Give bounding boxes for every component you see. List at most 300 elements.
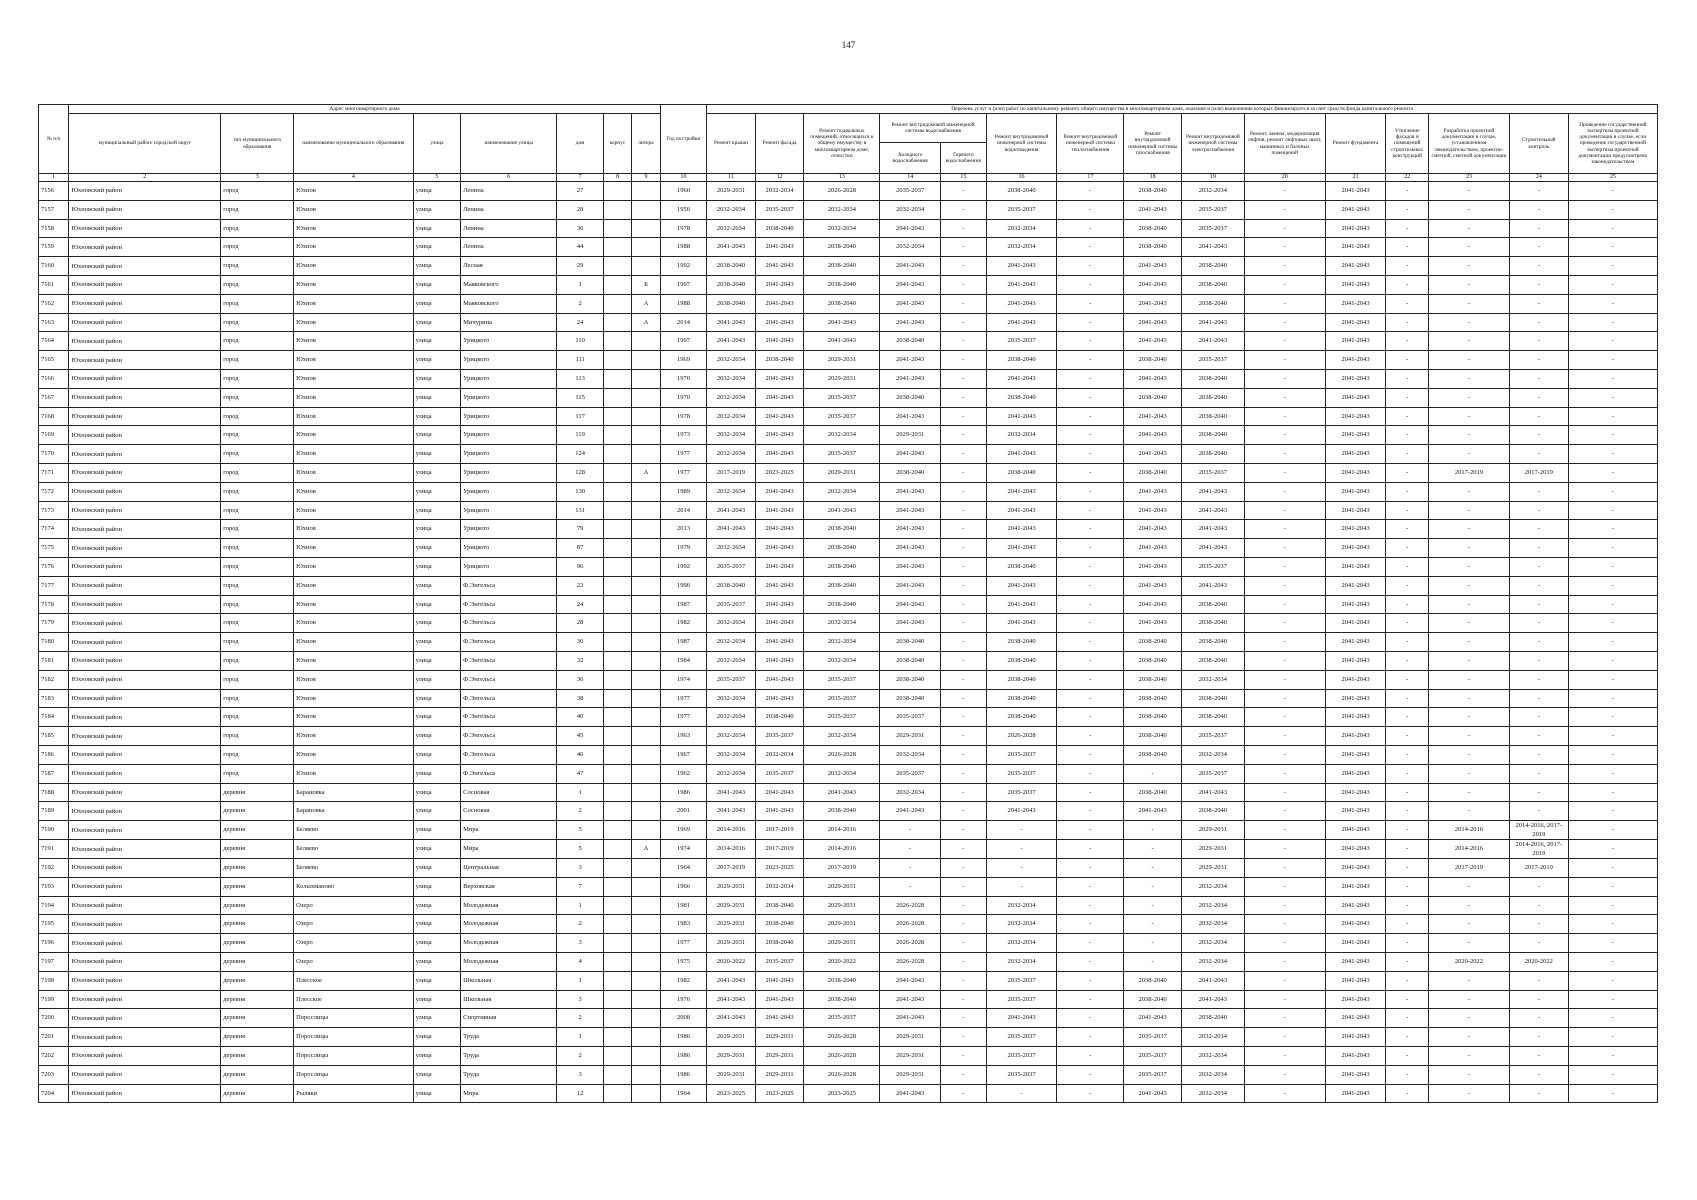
table-cell: Юхновский район bbox=[69, 670, 221, 689]
table-cell: деревня bbox=[221, 1047, 294, 1066]
table-cell: улица bbox=[413, 520, 461, 539]
table-cell: улица bbox=[413, 1009, 461, 1028]
table-cell: 2023-2025 bbox=[755, 859, 804, 878]
table-cell: 2029-2031 bbox=[707, 1047, 756, 1066]
table-cell: 2014-2016 bbox=[1428, 821, 1509, 840]
table-cell: 7200 bbox=[39, 1009, 69, 1028]
col-mo-name: наименование муниципального образования bbox=[294, 114, 413, 174]
table-cell: - bbox=[941, 501, 987, 520]
table-row bbox=[39, 614, 1658, 633]
table-cell: улица bbox=[413, 670, 461, 689]
table-cell: - bbox=[1244, 1028, 1325, 1047]
table-cell: 2032-2034 bbox=[880, 783, 941, 802]
table-cell: Урицкого bbox=[461, 539, 557, 558]
table-cell: 2038-2040 bbox=[986, 182, 1057, 201]
table-cell: 2041-2043 bbox=[1124, 313, 1182, 332]
table-cell: 1982 bbox=[660, 971, 707, 990]
table-cell: 2 bbox=[557, 802, 604, 821]
table-cell: 2038-2040 bbox=[755, 351, 804, 370]
table-cell: 2041-2043 bbox=[1181, 501, 1244, 520]
table-cell: улица bbox=[413, 200, 461, 219]
table-cell: город bbox=[221, 764, 294, 783]
table-cell: - bbox=[1386, 332, 1429, 351]
table-cell: - bbox=[1568, 501, 1657, 520]
table-cell: 2038-2040 bbox=[986, 557, 1057, 576]
table-cell: - bbox=[1244, 407, 1325, 426]
table-cell: Юхновский район bbox=[69, 802, 221, 821]
table-cell: 1997 bbox=[660, 275, 707, 294]
table-cell bbox=[603, 727, 631, 746]
table-cell: - bbox=[1057, 821, 1124, 840]
table-cell: 7158 bbox=[39, 219, 69, 238]
table-cell: Школьная bbox=[461, 971, 557, 990]
table-cell: 2035-2037 bbox=[755, 764, 804, 783]
table-cell: - bbox=[1568, 745, 1657, 764]
table-cell: улица bbox=[413, 313, 461, 332]
column-number: 14 bbox=[880, 174, 941, 182]
table-cell: - bbox=[1509, 388, 1568, 407]
table-cell: 7168 bbox=[39, 407, 69, 426]
table-cell: Юхновский район bbox=[69, 426, 221, 445]
table-cell: - bbox=[1124, 934, 1182, 953]
table-cell: - bbox=[1057, 520, 1124, 539]
table-cell: 2038-2040 bbox=[986, 388, 1057, 407]
table-cell: - bbox=[941, 802, 987, 821]
table-cell: 2038-2040 bbox=[804, 595, 880, 614]
table-cell bbox=[632, 595, 660, 614]
table-cell: улица bbox=[413, 764, 461, 783]
table-cell: Юхновский район bbox=[69, 539, 221, 558]
table-cell: - bbox=[1509, 294, 1568, 313]
table-cell: 7 bbox=[557, 877, 604, 896]
table-cell bbox=[603, 1028, 631, 1047]
table-cell: 2041-2043 bbox=[986, 482, 1057, 501]
table-cell: 2038-2040 bbox=[1124, 708, 1182, 727]
table-cell: Мира bbox=[461, 821, 557, 840]
table-cell: 2038-2040 bbox=[986, 633, 1057, 652]
table-cell: - bbox=[941, 727, 987, 746]
table-cell: город bbox=[221, 182, 294, 201]
table-cell: 2041-2043 bbox=[1325, 745, 1386, 764]
table-cell: 2041-2043 bbox=[1181, 238, 1244, 257]
water-group-header: Ремонт внутридомовой инженерной системы водоснабжения bbox=[880, 114, 986, 143]
table-cell: Озеро bbox=[294, 953, 413, 972]
table-cell: улица bbox=[413, 426, 461, 445]
table-cell: 2038-2040 bbox=[1181, 257, 1244, 276]
table-cell: 2038-2040 bbox=[1181, 802, 1244, 821]
table-cell bbox=[603, 840, 631, 859]
table-cell: - bbox=[941, 595, 987, 614]
table-cell: 2038-2040 bbox=[1124, 990, 1182, 1009]
table-cell: - bbox=[1244, 1047, 1325, 1066]
table-cell bbox=[632, 990, 660, 1009]
table-cell bbox=[632, 802, 660, 821]
table-cell: 7197 bbox=[39, 953, 69, 972]
table-cell bbox=[632, 651, 660, 670]
table-cell: - bbox=[1428, 313, 1509, 332]
table-cell: 2041-2043 bbox=[755, 482, 804, 501]
table-cell bbox=[603, 633, 631, 652]
table-cell: 2029-2031 bbox=[755, 1028, 804, 1047]
table-cell bbox=[603, 351, 631, 370]
table-cell: 2029-2031 bbox=[707, 1028, 756, 1047]
column-number: 12 bbox=[755, 174, 804, 182]
table-cell: Юхнов bbox=[294, 219, 413, 238]
table-cell: Юхнов bbox=[294, 294, 413, 313]
table-cell: Юхновский район bbox=[69, 1065, 221, 1084]
table-cell: - bbox=[1057, 388, 1124, 407]
table-cell: - bbox=[1568, 802, 1657, 821]
table-cell: Труда bbox=[461, 1065, 557, 1084]
table-cell: - bbox=[1057, 915, 1124, 934]
table-cell: 7189 bbox=[39, 802, 69, 821]
table-cell: 7183 bbox=[39, 689, 69, 708]
table-cell: Юхнов bbox=[294, 557, 413, 576]
table-cell: 7190 bbox=[39, 821, 69, 840]
table-cell bbox=[603, 463, 631, 482]
table-cell: Юхнов bbox=[294, 238, 413, 257]
table-cell: 2032-2034 bbox=[707, 369, 756, 388]
table-cell: город bbox=[221, 313, 294, 332]
table-cell: - bbox=[941, 576, 987, 595]
table-cell: - bbox=[1386, 1084, 1429, 1103]
table-cell: - bbox=[1244, 445, 1325, 464]
table-cell: Юхновский район bbox=[69, 182, 221, 201]
table-cell bbox=[632, 745, 660, 764]
table-cell: 2038-2040 bbox=[1181, 275, 1244, 294]
table-cell: 2038-2040 bbox=[707, 275, 756, 294]
col-district: муниципальный район/ городской округ bbox=[69, 114, 221, 174]
table-row bbox=[39, 520, 1658, 539]
table-cell: Урицкого bbox=[461, 369, 557, 388]
table-cell: 2041-2043 bbox=[755, 576, 804, 595]
table-cell: 2041-2043 bbox=[986, 369, 1057, 388]
table-cell: 2029-2031 bbox=[804, 896, 880, 915]
table-cell: 2041-2043 bbox=[1325, 953, 1386, 972]
table-cell: 2041-2043 bbox=[1124, 369, 1182, 388]
table-cell: - bbox=[1568, 257, 1657, 276]
table-cell: 2041-2043 bbox=[1325, 708, 1386, 727]
table-cell: Юхнов bbox=[294, 445, 413, 464]
table-cell: город bbox=[221, 708, 294, 727]
table-cell: - bbox=[1428, 896, 1509, 915]
table-cell: - bbox=[1428, 1009, 1509, 1028]
table-cell: улица bbox=[413, 821, 461, 840]
table-cell: 2041-2043 bbox=[1124, 501, 1182, 520]
table-cell: - bbox=[1568, 482, 1657, 501]
table-cell: Юхновский район bbox=[69, 351, 221, 370]
table-cell: 1982 bbox=[660, 614, 707, 633]
table-cell: - bbox=[1244, 520, 1325, 539]
table-cell: Юхновский район bbox=[69, 275, 221, 294]
table-cell: - bbox=[1057, 614, 1124, 633]
table-cell: - bbox=[1509, 407, 1568, 426]
table-cell: - bbox=[1386, 351, 1429, 370]
table-cell: 2041-2043 bbox=[755, 257, 804, 276]
table-cell: 2041-2043 bbox=[1325, 1047, 1386, 1066]
table-cell: 2032-2034 bbox=[707, 727, 756, 746]
table-cell: 2035-2037 bbox=[707, 595, 756, 614]
table-cell: - bbox=[1509, 745, 1568, 764]
table-cell: - bbox=[941, 633, 987, 652]
table-cell bbox=[603, 915, 631, 934]
table-row bbox=[39, 971, 1658, 990]
table-cell bbox=[632, 388, 660, 407]
table-cell: 2041-2043 bbox=[1181, 539, 1244, 558]
table-cell bbox=[603, 971, 631, 990]
table-cell: 36 bbox=[557, 670, 604, 689]
table-cell: деревня bbox=[221, 1009, 294, 1028]
table-cell: 2032-2034 bbox=[707, 445, 756, 464]
table-cell: - bbox=[1568, 557, 1657, 576]
table-cell: 2038-2040 bbox=[804, 275, 880, 294]
table-cell: - bbox=[1509, 727, 1568, 746]
table-cell: 1969 bbox=[660, 821, 707, 840]
table-cell: 2041-2043 bbox=[986, 294, 1057, 313]
table-row bbox=[39, 1009, 1658, 1028]
table-cell: 2035-2037 bbox=[880, 182, 941, 201]
col-street-name: наименование улицы bbox=[461, 114, 557, 174]
table-cell: Юхновский район bbox=[69, 764, 221, 783]
table-cell bbox=[603, 294, 631, 313]
table-cell: 2038-2040 bbox=[1181, 369, 1244, 388]
table-cell: - bbox=[941, 1065, 987, 1084]
table-cell: - bbox=[1386, 934, 1429, 953]
table-cell: 7185 bbox=[39, 727, 69, 746]
table-cell: - bbox=[1568, 971, 1657, 990]
table-cell: 2041-2043 bbox=[755, 595, 804, 614]
table-cell: Юхновский район bbox=[69, 1028, 221, 1047]
table-cell: 79 bbox=[557, 520, 604, 539]
table-cell: Юхнов bbox=[294, 407, 413, 426]
table-row bbox=[39, 182, 1658, 201]
table-cell bbox=[632, 708, 660, 727]
table-cell: - bbox=[1386, 1047, 1429, 1066]
table-cell: - bbox=[1509, 182, 1568, 201]
table-cell: 7182 bbox=[39, 670, 69, 689]
table-cell: 2038-2040 bbox=[1124, 633, 1182, 652]
table-cell: улица bbox=[413, 651, 461, 670]
table-cell: Юхновский район bbox=[69, 1047, 221, 1066]
table-row bbox=[39, 294, 1658, 313]
table-cell: 2035-2037 bbox=[1124, 1028, 1182, 1047]
table-cell: 2041-2043 bbox=[1325, 294, 1386, 313]
table-cell: 2041-2043 bbox=[1181, 520, 1244, 539]
col-expertise: Проведение государственной экспертизы проектной документации в случае, если проведение государственной экспертизы проектной документации предусмотрено законодательством bbox=[1568, 114, 1657, 174]
table-cell: 2041-2043 bbox=[880, 1084, 941, 1103]
table-row bbox=[39, 651, 1658, 670]
table-cell: Сосновая bbox=[461, 802, 557, 821]
table-cell: - bbox=[1244, 934, 1325, 953]
table-cell: - bbox=[1568, 877, 1657, 896]
table-cell: 2038-2040 bbox=[1124, 388, 1182, 407]
table-cell: 7203 bbox=[39, 1065, 69, 1084]
table-cell bbox=[603, 539, 631, 558]
table-cell: 2038-2040 bbox=[880, 651, 941, 670]
table-cell: 2023-2025 bbox=[804, 1084, 880, 1103]
table-cell: 2041-2043 bbox=[1325, 539, 1386, 558]
table-cell: 7179 bbox=[39, 614, 69, 633]
table-cell: - bbox=[1386, 745, 1429, 764]
table-cell: улица bbox=[413, 745, 461, 764]
table-cell: - bbox=[1568, 369, 1657, 388]
table-cell: деревня bbox=[221, 990, 294, 1009]
table-cell: 2038-2040 bbox=[880, 689, 941, 708]
table-row bbox=[39, 1028, 1658, 1047]
table-cell: - bbox=[1244, 388, 1325, 407]
table-cell: 2041-2043 bbox=[1325, 877, 1386, 896]
table-cell: - bbox=[1428, 1084, 1509, 1103]
table-cell bbox=[603, 595, 631, 614]
table-cell: 2038-2040 bbox=[1181, 689, 1244, 708]
table-cell: улица bbox=[413, 501, 461, 520]
table-cell: 28 bbox=[557, 200, 604, 219]
table-cell: 28 bbox=[557, 614, 604, 633]
table-cell: - bbox=[941, 689, 987, 708]
table-cell: деревня bbox=[221, 783, 294, 802]
table-cell: - bbox=[1244, 595, 1325, 614]
table-cell: 2041-2043 bbox=[755, 445, 804, 464]
table-cell: - bbox=[941, 445, 987, 464]
table-cell: 2038-2040 bbox=[1124, 238, 1182, 257]
table-cell: город bbox=[221, 539, 294, 558]
table-cell: 7160 bbox=[39, 257, 69, 276]
table-cell: - bbox=[986, 840, 1057, 859]
table-cell: 130 bbox=[557, 482, 604, 501]
table-cell: - bbox=[1057, 764, 1124, 783]
table-cell: - bbox=[941, 1009, 987, 1028]
table-cell: - bbox=[941, 840, 987, 859]
table-cell: улица bbox=[413, 1028, 461, 1047]
table-cell: 2038-2040 bbox=[1124, 783, 1182, 802]
table-cell: 2032-2034 bbox=[1181, 1047, 1244, 1066]
table-cell: город bbox=[221, 595, 294, 614]
table-cell: 87 bbox=[557, 539, 604, 558]
table-cell: 2029-2031 bbox=[1181, 859, 1244, 878]
table-cell: - bbox=[1386, 388, 1429, 407]
table-cell: Юхновский район bbox=[69, 407, 221, 426]
table-cell: - bbox=[941, 238, 987, 257]
table-cell: 2017-2019 bbox=[1509, 463, 1568, 482]
table-cell: город bbox=[221, 200, 294, 219]
table-cell: 1975 bbox=[660, 953, 707, 972]
table-cell: 2020-2022 bbox=[707, 953, 756, 972]
table-cell: - bbox=[1428, 633, 1509, 652]
table-cell: 2041-2043 bbox=[880, 971, 941, 990]
table-cell bbox=[632, 689, 660, 708]
table-cell: - bbox=[1244, 971, 1325, 990]
table-cell: Юхнов bbox=[294, 576, 413, 595]
table-cell: - bbox=[1428, 426, 1509, 445]
table-cell: 1987 bbox=[660, 595, 707, 614]
table-cell: 7194 bbox=[39, 896, 69, 915]
table-cell bbox=[632, 182, 660, 201]
table-cell: - bbox=[1386, 953, 1429, 972]
table-row bbox=[39, 689, 1658, 708]
table-cell: - bbox=[1057, 482, 1124, 501]
table-cell: 1976 bbox=[660, 990, 707, 1009]
table-cell: Юхновский район bbox=[69, 990, 221, 1009]
table-cell: город bbox=[221, 426, 294, 445]
table-row bbox=[39, 557, 1658, 576]
table-cell bbox=[632, 482, 660, 501]
table-cell: город bbox=[221, 257, 294, 276]
table-cell: Урицкого bbox=[461, 351, 557, 370]
column-number: 13 bbox=[804, 174, 880, 182]
table-cell: - bbox=[1244, 238, 1325, 257]
table-cell: 7176 bbox=[39, 557, 69, 576]
table-cell: 7191 bbox=[39, 840, 69, 859]
table-cell bbox=[632, 426, 660, 445]
table-cell: Юхновский район bbox=[69, 821, 221, 840]
table-cell: 2038-2040 bbox=[986, 651, 1057, 670]
table-cell: Юхновский район bbox=[69, 896, 221, 915]
table-cell: - bbox=[1509, 670, 1568, 689]
table-cell: 2041-2043 bbox=[1325, 764, 1386, 783]
table-cell: 2041-2043 bbox=[880, 557, 941, 576]
table-cell: 2041-2043 bbox=[707, 238, 756, 257]
table-cell: 2038-2040 bbox=[804, 539, 880, 558]
table-cell: 2041-2043 bbox=[1325, 783, 1386, 802]
table-cell: деревня bbox=[221, 802, 294, 821]
table-cell: деревня bbox=[221, 915, 294, 934]
table-cell: 2029-2031 bbox=[707, 1065, 756, 1084]
table-cell: 1988 bbox=[660, 238, 707, 257]
table-cell: - bbox=[1057, 351, 1124, 370]
table-cell: - bbox=[1428, 332, 1509, 351]
table-cell: 2035-2037 bbox=[1181, 557, 1244, 576]
table-cell: - bbox=[941, 934, 987, 953]
table-cell bbox=[632, 407, 660, 426]
table-cell: 2041-2043 bbox=[804, 332, 880, 351]
table-cell: 2041-2043 bbox=[1181, 482, 1244, 501]
table-cell: улица bbox=[413, 971, 461, 990]
table-cell: Юхнов bbox=[294, 426, 413, 445]
table-cell: 2041-2043 bbox=[755, 388, 804, 407]
table-cell bbox=[632, 896, 660, 915]
table-row bbox=[39, 670, 1658, 689]
table-cell: А bbox=[632, 313, 660, 332]
table-cell: - bbox=[1568, 388, 1657, 407]
table-cell: 2020-2022 bbox=[804, 953, 880, 972]
table-cell: 2041-2043 bbox=[1124, 294, 1182, 313]
column-number: 16 bbox=[986, 174, 1057, 182]
table-cell: - bbox=[941, 1047, 987, 1066]
table-cell: 2026-2028 bbox=[804, 1028, 880, 1047]
table-cell: 2041-2043 bbox=[1124, 520, 1182, 539]
table-cell: Труда bbox=[461, 1047, 557, 1066]
table-cell: 2035-2037 bbox=[1124, 1065, 1182, 1084]
table-cell: 2032-2034 bbox=[707, 651, 756, 670]
table-cell: - bbox=[1428, 182, 1509, 201]
table-cell: Молодежная bbox=[461, 953, 557, 972]
table-cell bbox=[603, 877, 631, 896]
table-cell: - bbox=[1386, 633, 1429, 652]
table-cell: 2035-2037 bbox=[986, 1047, 1057, 1066]
table-cell: - bbox=[1244, 557, 1325, 576]
table-cell: деревня bbox=[221, 859, 294, 878]
table-cell: 7156 bbox=[39, 182, 69, 201]
table-cell: 1 bbox=[557, 783, 604, 802]
table-cell: - bbox=[1057, 576, 1124, 595]
table-cell: город bbox=[221, 463, 294, 482]
table-cell: - bbox=[1568, 783, 1657, 802]
table-cell: 1977 bbox=[660, 934, 707, 953]
table-cell: - bbox=[1244, 313, 1325, 332]
column-number: 24 bbox=[1509, 174, 1568, 182]
table-cell: 2038-2040 bbox=[804, 238, 880, 257]
table-cell: Рыляки bbox=[294, 1084, 413, 1103]
